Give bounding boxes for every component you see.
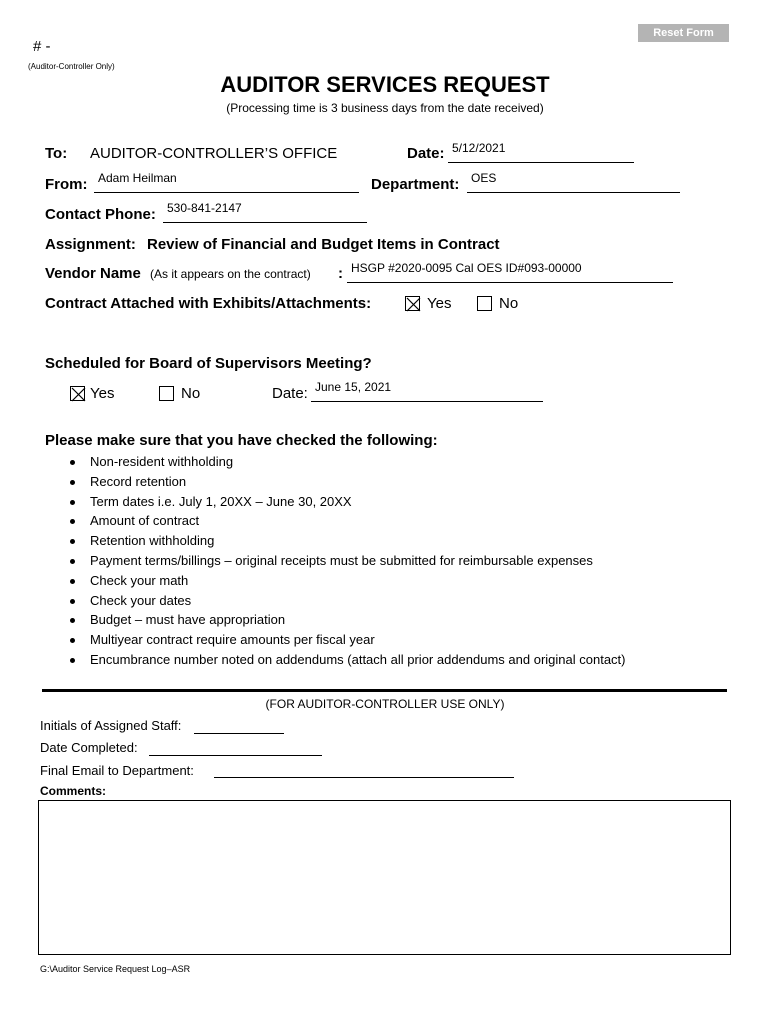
contract-attached-no-checkbox[interactable]	[477, 296, 492, 311]
reset-form-button[interactable]: Reset Form	[638, 24, 729, 42]
checklist-item: Check your dates	[70, 591, 626, 611]
board-meeting-label: Scheduled for Board of Supervisors Meeting?	[45, 355, 372, 372]
final-email-field[interactable]	[214, 777, 514, 778]
date-completed-label: Date Completed:	[40, 740, 138, 755]
initials-label: Initials of Assigned Staff:	[40, 718, 182, 733]
assignment-label: Assignment:	[45, 236, 136, 253]
contract-attached-yes-checkbox[interactable]	[405, 296, 420, 311]
from-field[interactable]	[94, 171, 359, 193]
controller-only-note: (Auditor-Controller Only)	[28, 62, 115, 71]
board-date-value: June 15, 2021	[315, 380, 392, 394]
to-value: AUDITOR-CONTROLLER’S OFFICE	[90, 145, 338, 162]
date-completed-field[interactable]	[149, 755, 322, 756]
contact-phone-value: 530-841-2147	[167, 201, 242, 215]
checklist-item: Record retention	[70, 472, 626, 492]
checkbox-x-icon	[71, 387, 86, 402]
vendor-name-field[interactable]	[347, 261, 673, 283]
checklist-item: Check your math	[70, 571, 626, 591]
contact-phone-label: Contact Phone:	[45, 206, 156, 223]
checklist-heading: Please make sure that you have checked the following:	[45, 432, 438, 449]
initials-field[interactable]	[194, 733, 284, 734]
board-meeting-yes-checkbox[interactable]	[70, 386, 85, 401]
final-email-label: Final Email to Department:	[40, 763, 194, 778]
office-use-heading: (FOR AUDITOR-CONTROLLER USE ONLY)	[265, 697, 505, 711]
department-field[interactable]	[467, 171, 680, 193]
page-subtitle: (Processing time is 3 business days from the date received)	[226, 101, 544, 115]
from-label: From:	[45, 176, 88, 193]
checklist-item: Payment terms/billings – original receipts must be submitted for reimbursable expenses	[70, 551, 626, 571]
page-title: AUDITOR SERVICES REQUEST	[220, 72, 550, 97]
contract-attached-no-label: No	[499, 295, 519, 312]
board-meeting-yes-label: Yes	[90, 385, 115, 402]
board-meeting-no-label: No	[181, 385, 201, 402]
comments-textarea[interactable]	[38, 800, 731, 955]
comments-label: Comments:	[40, 784, 107, 798]
date-field[interactable]	[448, 141, 634, 163]
date-value: 5/12/2021	[452, 141, 506, 155]
checklist-item: Non-resident withholding	[70, 452, 626, 472]
checklist	[70, 452, 626, 670]
footer-path: G:\Auditor Service Request Log–ASR	[40, 964, 191, 974]
checklist-item: Encumbrance number noted on addendums (attach all prior addendums and original contact)	[70, 650, 626, 670]
to-label: To:	[45, 145, 68, 162]
from-value: Adam Heilman	[98, 171, 177, 185]
assignment-value: Review of Financial and Budget Items in Contract	[147, 236, 500, 253]
checklist-item: Amount of contract	[70, 511, 626, 531]
board-date-label: Date:	[272, 385, 308, 402]
vendor-colon: :	[338, 265, 343, 282]
board-meeting-no-checkbox[interactable]	[159, 386, 174, 401]
vendor-name-label: Vendor Name	[45, 265, 141, 282]
contract-attached-label: Contract Attached with Exhibits/Attachments:	[45, 295, 372, 312]
checklist-item: Multiyear contract require amounts per fiscal year	[70, 630, 626, 650]
date-label: Date:	[407, 145, 445, 162]
section-divider	[42, 689, 727, 692]
checklist-item: Retention withholding	[70, 531, 626, 551]
checklist-item: Budget – must have appropriation	[70, 610, 626, 630]
vendor-name-note: (As it appears on the contract)	[150, 267, 311, 281]
department-label: Department:	[371, 176, 460, 193]
checkbox-x-icon	[406, 297, 421, 312]
vendor-name-value: HSGP #2020-0095 Cal OES ID#093-00000	[351, 261, 582, 275]
request-number-mark: # -	[33, 38, 51, 55]
department-value: OES	[471, 171, 497, 185]
board-date-field[interactable]	[311, 380, 543, 402]
checklist-item: Term dates i.e. July 1, 20XX – June 30, 20XX	[70, 492, 626, 512]
contract-attached-yes-label: Yes	[427, 295, 452, 312]
contact-phone-field[interactable]	[163, 201, 367, 223]
